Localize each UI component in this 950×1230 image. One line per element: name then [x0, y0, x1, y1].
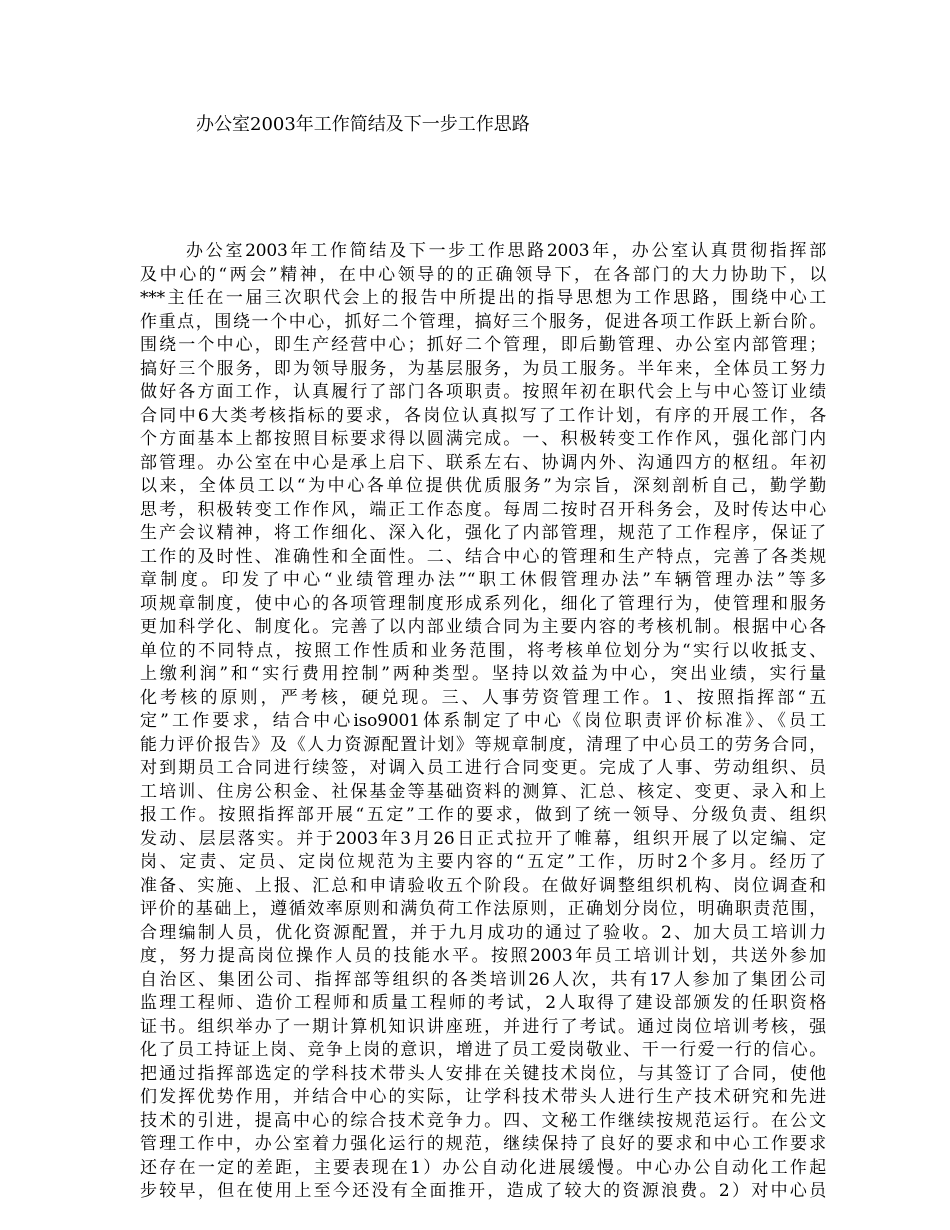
body-line: 把通过指挥部选定的学科技术带头人安排在关键技术岗位，与其签订了合同，使他: [140, 1063, 826, 1084]
body-line: 发动、层层落实。并于2003年3月26日正式拉开了帷幕，组织开展了以定编、定: [140, 828, 826, 849]
body-line: 做好各方面工作，认真履行了部门各项职责。按照年初在职代会上与中心签订业绩: [140, 382, 826, 402]
body-line: 以来，全体员工以“为中心各单位提供优质服务”为宗旨，深刻剖析自己，勤学勤: [140, 476, 826, 496]
body-line: 部管理。办公室在中心是承上启下、联系左右、协调内外、沟通四方的枢纽。年初: [140, 452, 826, 473]
body-line: 报工作。按照指挥部开展“五定”工作的要求，做到了统一领导、分级负责、组织: [140, 805, 826, 825]
body-line: 作重点，围绕一个中心，抓好二个管理，搞好三个服务，促进各项工作跃上新台阶。: [140, 311, 826, 332]
body-line: 更加科学化、制度化。完善了以内部业绩合同为主要内容的考核机制。根据中心各: [140, 617, 826, 637]
body-line: 化考核的原则，严考核，硬兑现。三、人事劳资管理工作。1、按照指挥部“五: [140, 687, 826, 708]
body-line: 技术的引进，提高中心的综合技术竞争力。四、文秘工作继续按规范运行。在公文: [140, 1110, 826, 1131]
body-line: 监理工程师、造价工程师和质量工程师的考试，2人取得了建设部颁发的任职资格: [140, 993, 826, 1013]
body-line: ***主任在一届三次职代会上的报告中所提出的指导思想为工作思路，围绕中心工: [140, 288, 826, 308]
body-line: 准备、实施、上报、汇总和申请验收五个阶段。在做好调整组织机构、岗位调查和: [140, 875, 826, 896]
body-line: 合理编制人员，优化资源配置，并于九月成功的通过了验收。2、加大员工培训力: [140, 922, 826, 943]
body-line: 管理工作中，办公室着力强化运行的规范，继续保持了良好的要求和中心工作要求: [140, 1134, 826, 1154]
body-line: 思考，积极转变工作作风，端正工作态度。每周二按时召开科务会，及时传达中心: [140, 499, 826, 520]
body-line: 项规章制度，使中心的各项管理制度形成系列化，细化了管理行为，使管理和服务: [140, 593, 826, 614]
body-line: 上缴利润”和“实行费用控制”两种类型。坚持以效益为中心，突出业绩，实行量: [140, 664, 826, 684]
body-line: 证书。组织举办了一期计算机知识讲座班，并进行了考试。通过岗位培训考核，强: [140, 1016, 826, 1037]
body-line: 能力评价报告》及《人力资源配置计划》等规章制度，清理了中心员工的劳务合同，: [140, 734, 826, 755]
body-line: 办公室2003年工作简结及下一步工作思路2003年，办公室认真贯彻指挥部: [186, 241, 826, 261]
body-line: 工作的及时性、准确性和全面性。二、结合中心的管理和生产特点，完善了各类规: [140, 546, 826, 567]
body-line: 们发挥优势作用，并结合中心的实际，让学科技术带头人进行生产技术研究和先进: [140, 1087, 826, 1107]
body-line: 度，努力提高岗位操作人员的技能水平。按照2003年员工培训计划，共送外参加: [140, 946, 826, 966]
body-line: 步较早，但在使用上至今还没有全面推开，造成了较大的资源浪费。2）对中心员: [140, 1181, 826, 1201]
body-line: 还存在一定的差距，主要表现在1）办公自动化进展缓慢。中心办公自动化工作起: [140, 1157, 826, 1178]
body-line: 章制度。印发了中心“业绩管理办法”“职工休假管理办法”车辆管理办法”等多: [140, 570, 826, 590]
body-line: 化了员工持证上岗、竞争上岗的意识，增进了员工爱岗敬业、干一行爱一行的信心。: [140, 1040, 826, 1060]
body-line: 生产会议精神，将工作细化、深入化，强化了内部管理，规范了工作程序，保证了: [140, 523, 826, 543]
document-title: 办公室2003年工作简结及下一步工作思路: [196, 114, 530, 135]
body-line: 自治区、集团公司、指挥部等组织的各类培训26人次，共有17人参加了集团公司: [140, 969, 826, 990]
body-line: 围绕一个中心，即生产经营中心；抓好二个管理，即后勤管理、办公室内部管理；: [140, 335, 826, 355]
body-line: 岗、定责、定员、定岗位规范为主要内容的“五定”工作，历时2个多月。经历了: [140, 852, 826, 872]
document-body: [140, 240, 826, 1204]
body-line: 及中心的“两会”精神，在中心领导的的正确领导下，在各部门的大力协助下，以: [140, 264, 826, 285]
body-line: 工培训、住房公积金、社保基金等基础资料的测算、汇总、核定、变更、录入和上: [140, 781, 826, 802]
body-line: 评价的基础上，遵循效率原则和满负荷工作法原则，正确划分岗位，明确职责范围，: [140, 899, 826, 919]
body-line: 单位的不同特点，按照工作性质和业务范围，将考核单位划分为“实行以收抵支、: [140, 640, 826, 661]
body-line: 定”工作要求，结合中心iso9001体系制定了中心《岗位职责评价标准》、《员工: [140, 711, 826, 731]
body-line: 搞好三个服务，即为领导服务，为基层服务，为员工服务。半年来，全体员工努力: [140, 358, 826, 379]
body-line: 个方面基本上都按照目标要求得以圆满完成。一、积极转变工作作风，强化部门内: [140, 429, 826, 449]
body-line: 合同中6大类考核指标的要求，各岗位认真拟写了工作计划，有序的开展工作，各: [140, 405, 826, 426]
body-line: 对到期员工合同进行续签，对调入员工进行合同变更。完成了人事、劳动组织、员: [140, 758, 826, 778]
